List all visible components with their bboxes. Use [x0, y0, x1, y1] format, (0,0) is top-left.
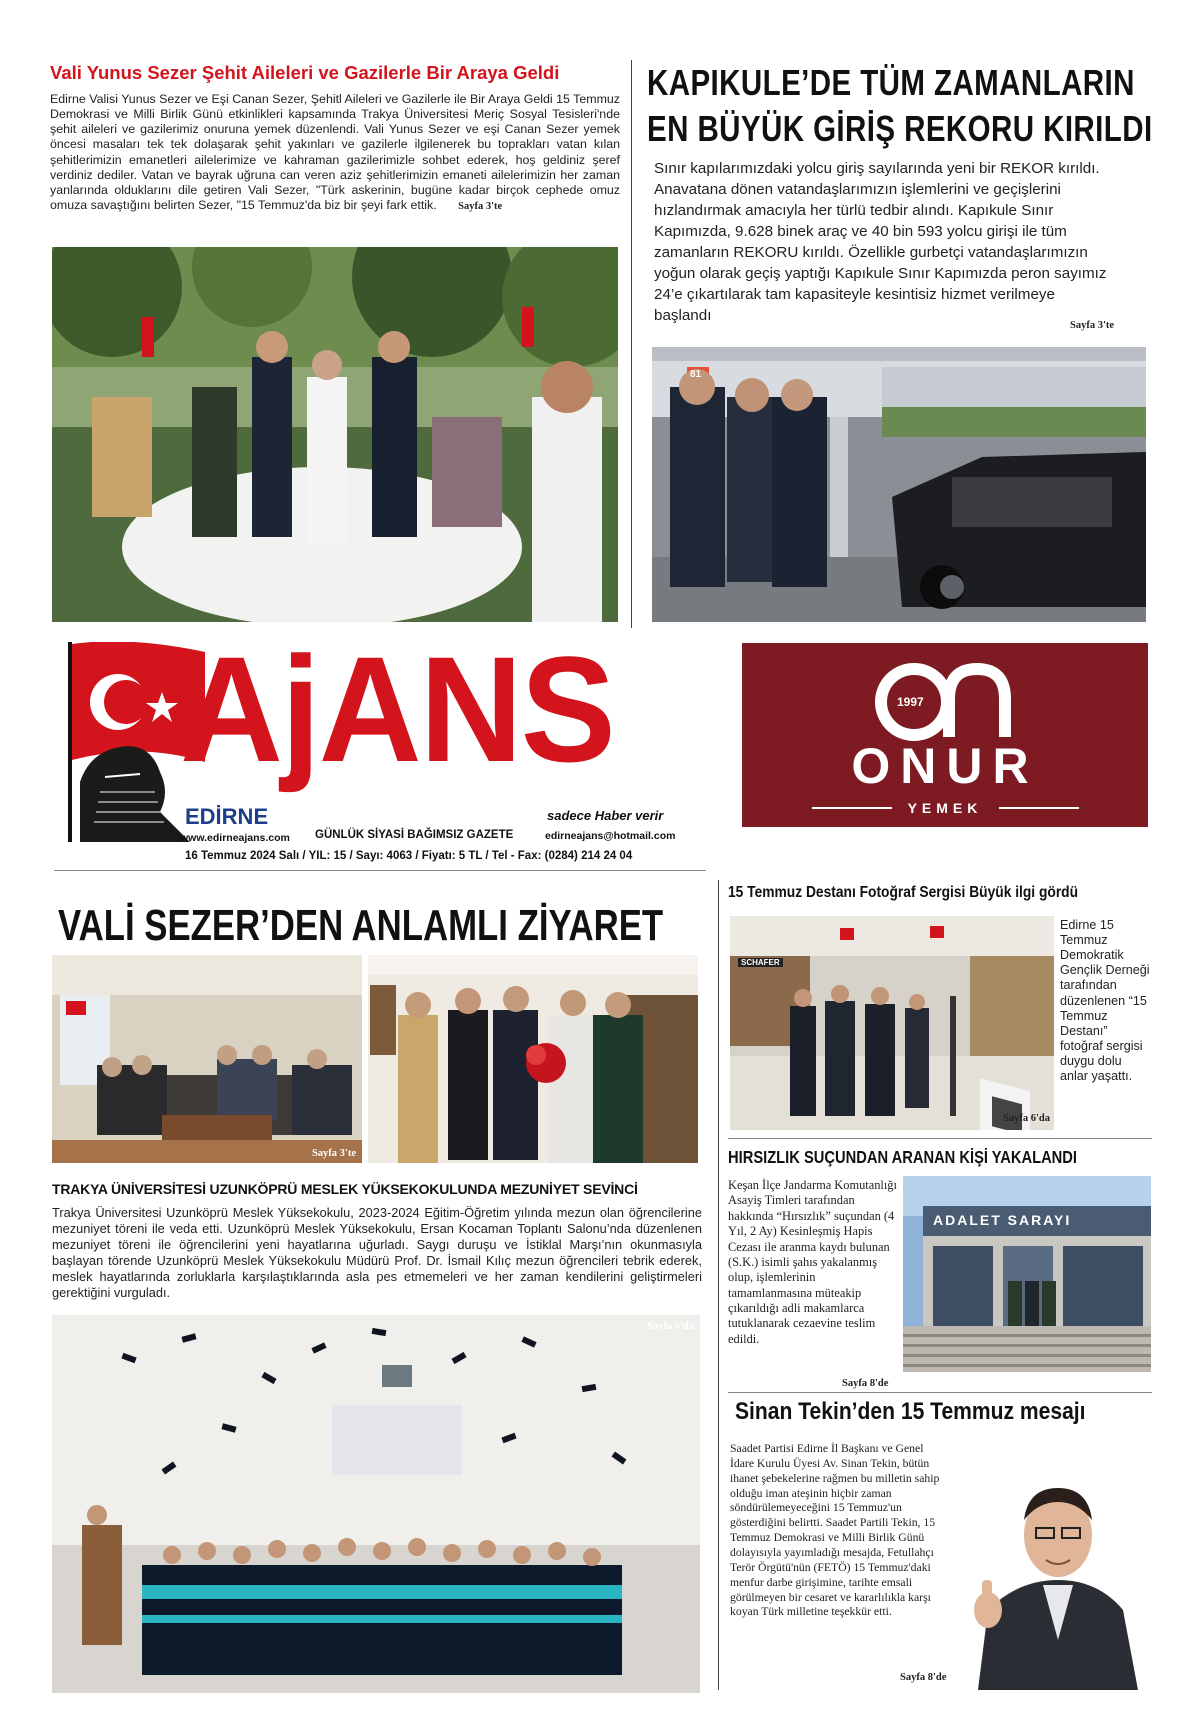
masthead-divider [54, 870, 706, 871]
masthead-city: EDİRNE [185, 804, 269, 829]
hirsizlik-body [728, 1178, 898, 1347]
hirsizlik-page-ref[interactable]: Sayfa 8'de [842, 1378, 889, 1389]
mezuniyet-page-ref[interactable]: Sayfa 6'da [647, 1321, 694, 1332]
kapikule-page-ref[interactable]: Sayfa 3'te [1070, 320, 1115, 331]
ziyaret-photo-flowers [368, 955, 698, 1163]
masthead-tagline: GÜNLÜK SİYASİ BAĞIMSIZ GAZETE [315, 829, 514, 841]
mezuniyet-body: Trakya Üniversitesi Uzunköprü Meslek Yüksekokulu, 2023-2024 Eğitim-Öğretim yılında mezun olan öğrencilerine mezuniyet töreni ile veda etti. Uzunköprü Meslek Yüksekokulu, Ersan Kocaman Toplantı Salonu’nda düzenlenen mezuniyet töreni ile öğrencilerini yeni hayatlarına uğurladı. Saygı duruşu ve İstiklal Marşı’nın okunmasıyla başlayan törende Uzunköprü Meslek Yüksekokulu Müdürü Prof. Dr. İsmail Kılıç mezun öğrencileri tebrik ederek, meslek hayatlarında zorluklarla karşılaştıklarında asla pes etmemeleri ve her zaman kendilerini geliştirmeleri gerektiğini vurguladı. [52, 1205, 702, 1300]
hirsizlik-building-sign: ADALET SARAYI [933, 1212, 1072, 1228]
sergi-page-ref[interactable]: Sayfa 6'da [1003, 1113, 1050, 1124]
kapikule-body [654, 159, 1109, 327]
onur-sub: YEMEK [907, 800, 983, 816]
ziyaret-page-ref[interactable]: Sayfa 3'te [311, 1148, 356, 1159]
tekin-page-ref[interactable]: Sayfa 8'de [900, 1672, 947, 1683]
sergi-divider [728, 1138, 1152, 1139]
mezuniyet-photo [52, 1315, 700, 1693]
vali-story [50, 62, 620, 232]
bottom-column-divider [718, 880, 719, 1690]
vali-page-ref[interactable]: Sayfa 3'te [458, 200, 503, 212]
vali-body-text: Edirne Valisi Yunus Sezer ve Eşi Canan Sezer, Şehitl Aileleri ve Gazilerle ile Bir Araya Geldi 15 Temmuz Demokrasi ve Milli Birlik Günü etkinlikleri kapsamında Trakya Üniversitesi Meriç Sosyal Tesisleri'nde şehit aileleri ve gazilerimiz onuruna yemek düzenlendi. Vali Yunus Sezer ve eşi Canan Sezer yemek öncesi masaları tek tek dolaşarak şehit yakınları ve gazilerle ilgilenerek bu toprakları vatan kılan şehitlerimizin emanetleri ailelerimize ve kahraman gazilerimizle sohbet ederek, hoş geldiniz şeref verdiniz dediler. Vatan ve bayrak uğruna can veren aziz şehitlerimizin emaneti ailelerimizin her zaman yanlarında olduklarını dile getiren Vali Sezer, "Türk askerinin, bugüne kadar birçok cephede omuz omuza savaştığını belirten Sezer, "15 Temmuz'da biz bir şeyi fark ettik. [50, 92, 620, 212]
tekin-portrait-photo [958, 1440, 1154, 1690]
kapikule-booth-number: 81 [690, 369, 702, 380]
kapikule-headline-line1: KAPIKULE’DE TÜM ZAMANLARIN [647, 62, 1135, 103]
masthead-website[interactable]: www.edirneajans.com [180, 832, 290, 844]
onur-yemek-ad[interactable] [742, 643, 1148, 827]
sergi-photo [730, 916, 1054, 1130]
tekin-headline: Sinan Tekin’den 15 Temmuz mesajı [735, 1398, 1086, 1425]
tekin-body-text: Saadet Partisi Edirne İl Başkanı ve Genel İdare Kurulu Üyesi Av. Sinan Tekin, bütün ihanet şebekelerine rağmen bu milletin sahip olduğu iman ateşinin hiçbir zaman söndürülemeyeceğini 15 Temmuz'un gösterdiğini belirtti. Saadet Partili Tekin, 15 Temmuz Demokrasi ve Milli Birlik Günü dolayısıyla yayımladığı mesajda, Fetullahçı Terör Örgütü'nün (FETÖ) 15 Temmuz'daki menfur darbe girişimine, tarihte emsali görülmeyen bir cesaret ve kararlılıkla karşı koyan Türk milletine teşekkür etti. [730, 1442, 940, 1619]
top-column-divider [631, 60, 632, 628]
vali-headline: Vali Yunus Sezer Şehit Aileleri ve Gazilerle Bir Araya Geldi [50, 62, 560, 83]
ziyaret-photo-living-room [52, 955, 362, 1163]
kapikule-headline-line2: EN BÜYÜK GİRİŞ REKORU KIRILDI [647, 108, 1153, 149]
hirsizlik-body-text: Keşan İlçe Jandarma Komutanlığı Asayiş Timleri tarafından hakkında “Hırsızlık” suçundan (4 Yıl, 2 Ay) Kesinleşmiş Hapis Cezası ile aranma kaydı bulunan (S.K.) isimli şahıs yakalanmış olup, işlemlerinin tamamlanmasına müteakip çıkarıldığı adli makamlarca tutuklanarak cezaevine teslim edildi. [728, 1178, 897, 1346]
hirsizlik-headline: HIRSIZLIK SUÇUNDAN ARANAN KİŞİ YAKALANDI [728, 1147, 1078, 1167]
kapikule-headline [647, 62, 1152, 150]
masthead [60, 625, 700, 862]
onur-logo-icon [869, 657, 1019, 747]
sergi-headline: 15 Temmuz Destanı Fotoğraf Sergisi Büyük ilgi gördü [728, 884, 1079, 901]
masthead-email[interactable]: edirneajans@hotmail.com [545, 830, 676, 842]
hirsizlik-divider [728, 1392, 1152, 1393]
masthead-issue-line: 16 Temmuz 2024 Salı / YIL: 15 / Sayı: 4063 / Fiyatı: 5 TL / Tel - Fax: (0284) 214 24 04 [185, 850, 633, 862]
sergi-body: Edirne 15 Temmuz Demokratik Gençlik Derneği tarafından düzenlenen “15 Temmuz Destanı” fotoğraf sergisi duygu dolu anlar yaşattı. [1060, 918, 1150, 1084]
sergi-store-sign: SCHAFER [738, 958, 783, 967]
kapikule-body-text: Sınır kapılarımızdaki yolcu giriş sayılarında yeni bir REKOR kırıldı. Anavatana dönen vatandaşlarımızın işlemlerini ve geçişlerini hızlandırmak amacıyla her türlü tedbir alındı. Kapıkule Sınır Kapımızda, 9.628 binek araç ve 40 bin 593 yolcu girişi ile tüm zamanların REKORU kırıldı. Özellikle gurbetçi vatandaşlarımızın yoğun olarak geçiş yaptığı Kapıkule Sınır Kapımızda peron sayımız 24’e çıkartılarak tam kapasiteyle kesintisiz hizmet verilmeye başlandı [654, 160, 1107, 324]
tekin-body [730, 1442, 940, 1620]
vali-body [50, 92, 620, 232]
masthead-slogan: sadece Haber verir [547, 808, 664, 823]
ziyaret-headline: VALİ SEZER’DEN ANLAMLI ZİYARET [58, 901, 664, 950]
onur-year: 1997 [897, 695, 924, 709]
vali-dinner-photo [52, 247, 618, 622]
kapikule-photo [652, 347, 1146, 622]
hirsizlik-photo [903, 1176, 1151, 1372]
masthead-name: AjANS [180, 625, 614, 793]
onur-name: ONUR [851, 738, 1039, 794]
mezuniyet-headline: TRAKYA ÜNİVERSİTESİ UZUNKÖPRÜ MESLEK YÜKSEKOKULUNDA MEZUNİYET SEVİNCİ [52, 1181, 638, 1197]
